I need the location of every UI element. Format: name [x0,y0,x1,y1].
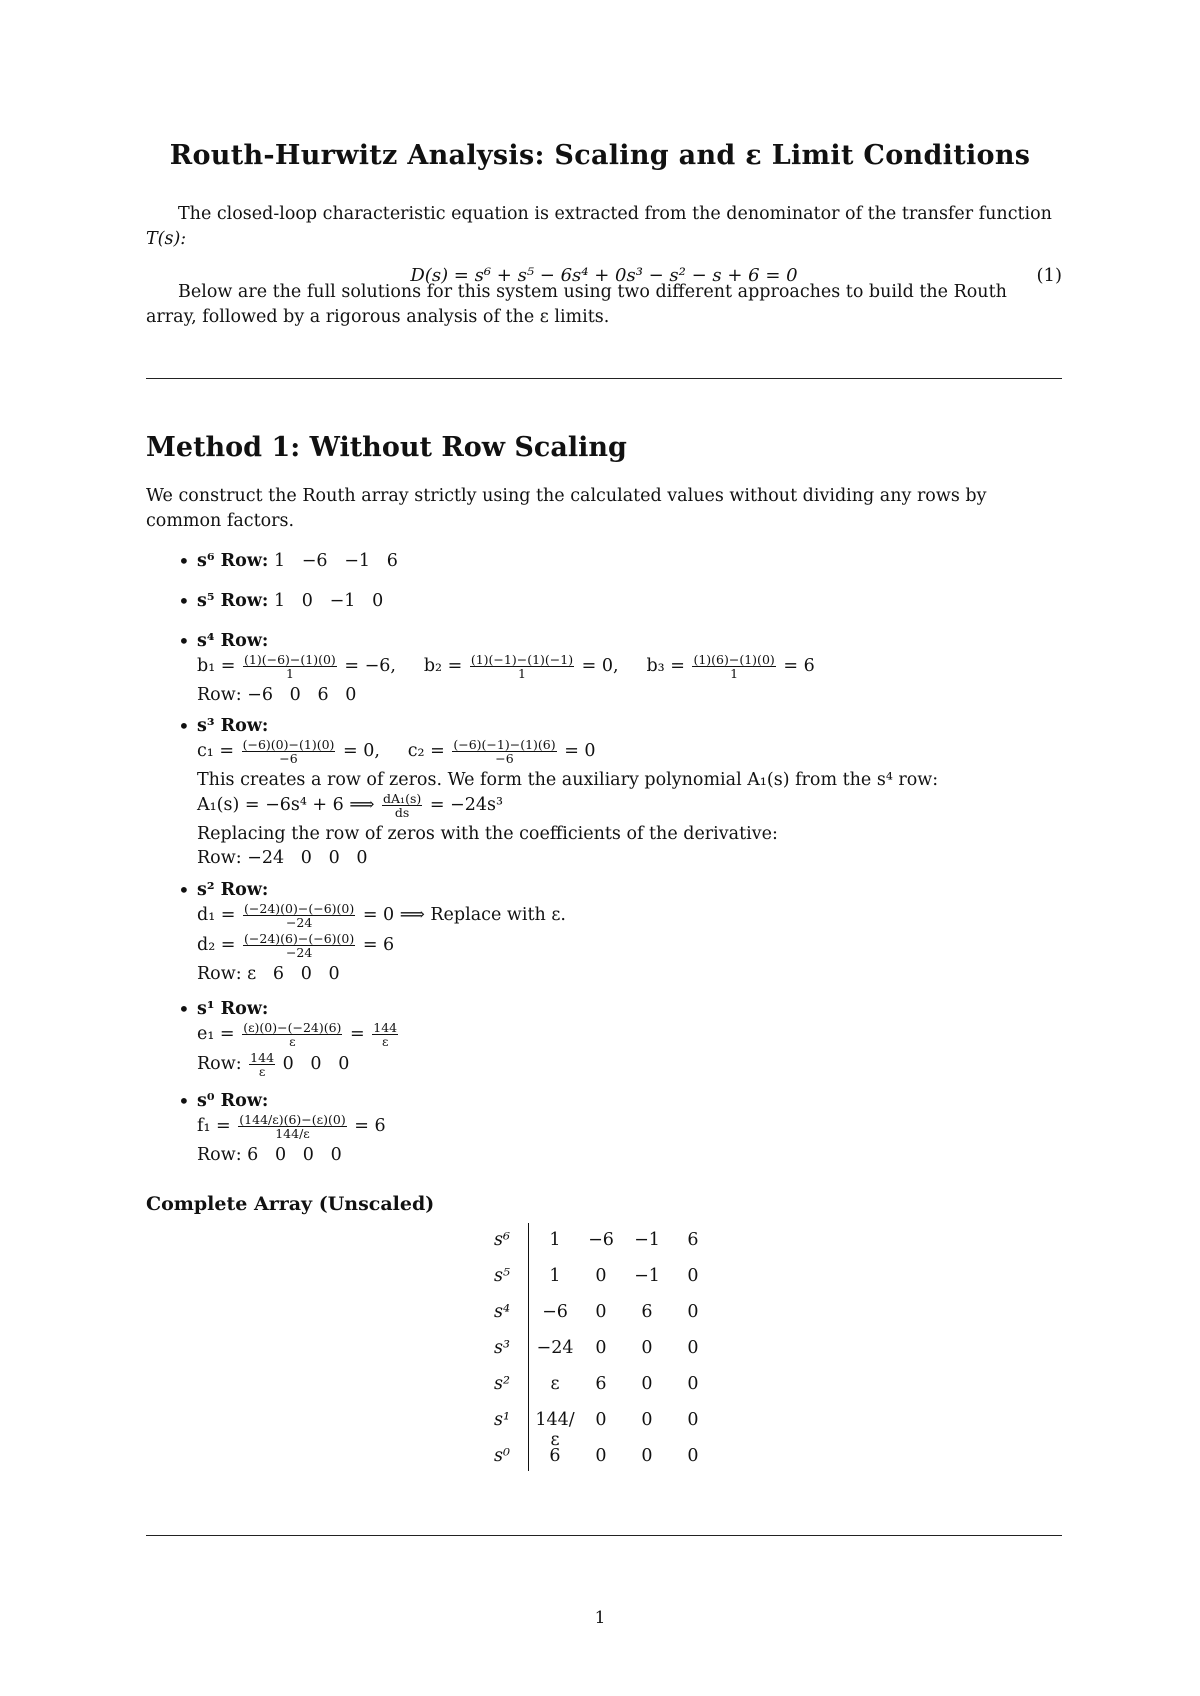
d2-den: −24 [285,945,313,960]
table-cell: −24 [536,1338,574,1358]
table-cell: 0 [595,1302,607,1322]
row-label: s⁴ [494,1302,510,1322]
zeros-text: This creates a row of zeros. We form the auxiliary polynomial A₁(s) from the s⁴ row: [197,770,939,790]
table-row [490,1338,730,1374]
table-cell: −1 [634,1230,660,1250]
d1-num: (−24)(0)−(−6)(0) [244,901,355,916]
table-cell: 0 [687,1374,699,1394]
section-divider [146,378,1062,379]
table-cell: −1 [634,1266,660,1286]
s1-row-prefix: Row: [197,1054,242,1074]
e1-line [197,1021,400,1051]
method1-heading: Method 1: Without Row Scaling [146,432,627,463]
c1-den: −6 [279,751,298,766]
aux-num: dA₁(s) [383,791,422,806]
c1-num: (−6)(0)−(1)(0) [242,737,335,752]
s6-row-item [197,549,398,573]
f1-fraction [238,1113,346,1140]
e1-den: ε [289,1034,296,1049]
table-cell: 0 [641,1338,653,1358]
s4-label: s⁴ Row: [197,631,269,651]
table-row [490,1266,730,1302]
d1-line [197,902,566,932]
f1-line [197,1113,386,1143]
s5-label: s⁵ Row: [197,591,269,611]
intro-paragraph-1 [146,202,1062,252]
table-cell: 0 [641,1410,653,1430]
bullet-icon: • [178,549,190,573]
table-cell: −6 [588,1230,614,1250]
table-row [490,1410,730,1450]
e1-num: (ε)(0)−(−24)(6) [243,1020,342,1035]
c2-den: −6 [495,751,514,766]
b2-lhs: b₂ = [423,656,463,676]
s1-row-item [197,997,400,1079]
e1-lhs: e₁ = [197,1024,235,1044]
e1-result-fraction [372,1021,398,1048]
table-cell: 0 [687,1446,699,1466]
b1-res: = −6, [344,656,396,676]
table-cell: ε [550,1374,560,1394]
table-cell: 6 [595,1374,607,1394]
b2-fraction [470,653,574,680]
row-label: s¹ [494,1410,510,1430]
bullet-icon: • [178,589,190,613]
f1-den: 144/ε [275,1126,310,1141]
intro-paragraph-2: Below are the full solutions for this system using two different approaches to build the Routh array, followed by a rigorous analysis of the ε limits. [146,282,1007,327]
s1-row [197,1051,400,1079]
b3-res: = 6 [783,656,815,676]
page-number: 1 [594,1608,606,1628]
s4-computations [197,653,815,683]
row-label: s⁰ [494,1446,510,1466]
row-label: s⁵ [494,1266,510,1286]
aux-res: = −24s³ [429,795,503,815]
table-cell: 0 [641,1374,653,1394]
s1-row-rest: 0 0 0 [282,1054,350,1074]
d1-res: = 0 ⟹ Replace with ε. [362,905,566,925]
b1-num: (1)(−6)−(1)(0) [244,652,336,667]
s5-values: 1 0 −1 0 [273,591,384,611]
aux-poly-line [197,792,938,822]
d2-line [197,932,566,962]
b2-num: (1)(−1)−(1)(−1) [470,652,574,667]
d2-num: (−24)(6)−(−6)(0) [244,931,355,946]
s1-row-num: 144 [250,1050,275,1065]
s0-label: s⁰ Row: [197,1091,269,1111]
s4-row-item [197,629,815,707]
d2-res: = 6 [362,935,395,955]
table-row [490,1446,730,1482]
table-cell: 6 [549,1446,561,1466]
c1-fraction [242,738,336,765]
table-row [490,1230,730,1266]
table-row [490,1374,730,1410]
e1-num2: 144 [373,1020,398,1035]
equation-body: D(s) = s⁶ + s⁵ − 6s⁴ + 0s³ − s² − s + 6 = 0 [410,265,798,286]
s2-row-item [197,878,566,986]
intro-text-a: The closed-loop characteristic equation is extracted from the denominator of the transfer function [178,204,1052,224]
s6-values: 1 −6 −1 6 [273,551,398,571]
table-cell: 0 [687,1266,699,1286]
e1-den2: ε [381,1034,389,1049]
b3-den: 1 [730,666,739,681]
s5-row-item [197,589,383,613]
table-row [490,1302,730,1338]
c2-lhs: c₂ = [407,741,445,761]
replace-text: Replacing the row of zeros with the coefficients of the derivative: [197,824,778,844]
array-heading: Complete Array (Unscaled) [146,1193,435,1215]
row-label: s⁶ [494,1230,510,1250]
f1-num: (144/ε)(6)−(ε)(0) [239,1112,346,1127]
b3-num: (1)(6)−(1)(0) [693,652,775,667]
table-cell: 0 [595,1266,607,1286]
equation-number: (1) [1036,265,1062,286]
row-label: s² [494,1374,510,1394]
b1-fraction [243,653,337,680]
s6-label: s⁶ Row: [197,551,269,571]
e1-fraction [242,1021,342,1048]
s1-label: s¹ Row: [197,999,269,1019]
s3-row-item [197,714,938,870]
bullet-icon: • [178,714,190,738]
b2-den: 1 [517,666,526,681]
b1-den: 1 [285,666,294,681]
d1-lhs: d₁ = [197,905,236,925]
table-cell: 6 [641,1302,653,1322]
intro-text-b: T(s): [146,229,187,249]
e1-res: = [350,1024,365,1044]
d1-den: −24 [285,915,313,930]
table-cell: 1 [549,1230,561,1250]
table-cell: 1 [549,1266,561,1286]
b2-res: = 0, [581,656,619,676]
d1-fraction [243,902,355,929]
b1-lhs: b₁ = [197,656,236,676]
s0-row-item [197,1089,386,1167]
c2-num: (−6)(−1)−(1)(6) [453,737,556,752]
bullet-icon: • [178,1089,190,1113]
s3-label: s³ Row: [197,716,269,736]
d2-fraction [243,932,355,959]
aux-derivative [382,792,422,819]
table-cell: 0 [641,1446,653,1466]
table-cell: 0 [687,1302,699,1322]
f1-res: = 6 [354,1116,386,1136]
bullet-icon: • [178,629,190,653]
s4-row: Row: −6 0 6 0 [197,685,357,705]
s1-row-fraction [249,1051,275,1078]
b3-fraction [692,653,775,680]
method1-intro: We construct the Routh array strictly using the calculated values without dividing any rows by common factors. [146,486,987,531]
aux-den: ds [394,805,410,820]
s0-row: Row: 6 0 0 0 [197,1145,342,1165]
c2-res: = 0 [564,741,596,761]
table-cell: 144/ε [535,1410,575,1450]
table-cell: −6 [542,1302,568,1322]
d2-lhs: d₂ = [197,935,236,955]
bullet-icon: • [178,997,190,1021]
s2-row: Row: ε 6 0 0 [197,964,340,984]
table-cell: 0 [595,1446,607,1466]
bullet-icon: • [178,878,190,902]
page-title: Routh-Hurwitz Analysis: Scaling and ε Limit Conditions [169,140,1031,171]
table-cell: 0 [687,1410,699,1430]
s2-label: s² Row: [197,880,269,900]
section-divider [146,1535,1062,1536]
b3-lhs: b₃ = [646,656,685,676]
table-cell: 0 [595,1410,607,1430]
c1-res: = 0, [342,741,380,761]
f1-lhs: f₁ = [197,1116,231,1136]
table-cell: 0 [595,1338,607,1358]
table-cell: 6 [687,1230,699,1250]
c2-fraction [452,738,556,765]
s3-computations [197,738,938,768]
c1-lhs: c₁ = [197,741,235,761]
aux-lhs: A₁(s) = −6s⁴ + 6 ⟹ [197,795,375,815]
row-label: s³ [494,1338,510,1358]
table-cell: 0 [687,1338,699,1358]
s1-row-den: ε [258,1064,266,1079]
s3-row: Row: −24 0 0 0 [197,848,368,868]
